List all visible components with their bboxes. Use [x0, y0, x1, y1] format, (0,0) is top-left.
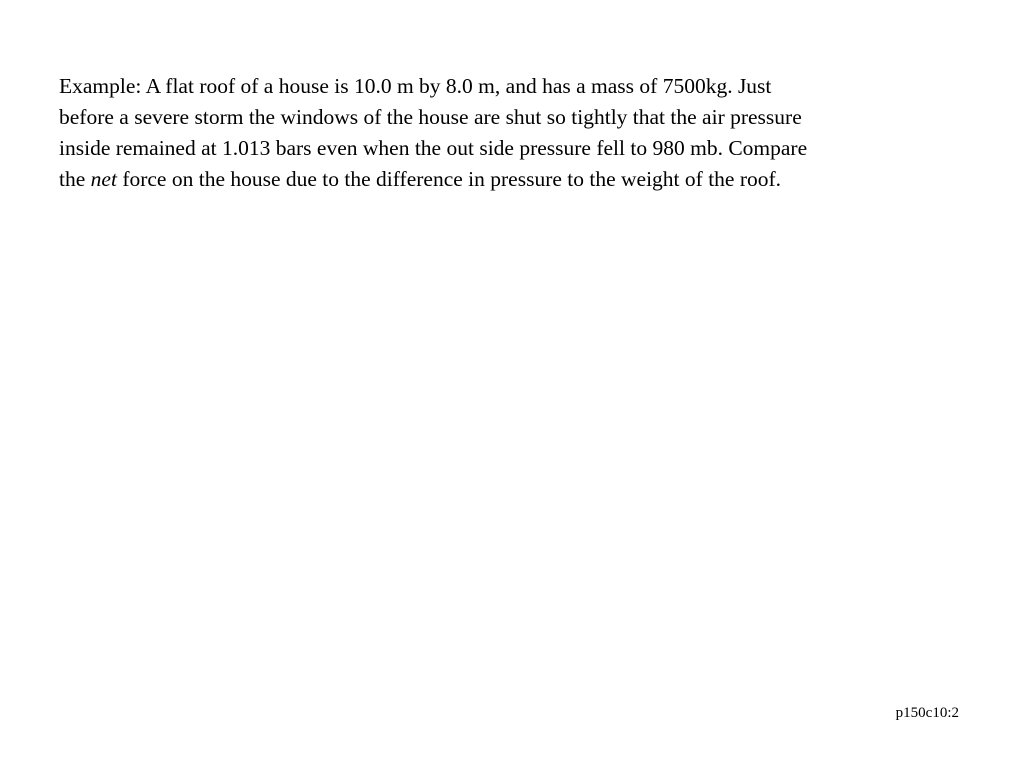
net-emphasis: net — [90, 167, 117, 191]
example-problem-text — [59, 71, 969, 195]
page-identifier: p150c10:2 — [895, 705, 959, 721]
problem-line-4-prefix: the — [59, 167, 91, 191]
problem-line-2: before a severe storm the windows of the house are shut so tightly that the air pressure — [59, 105, 802, 129]
problem-line-1: Example: A flat roof of a house is 10.0 m by 8.0 m, and has a mass of 7500kg. Just — [59, 74, 772, 98]
problem-line-4 — [59, 164, 969, 195]
problem-line-4-suffix: force on the house due to the difference in pressure to the weight of the roof. — [116, 167, 782, 191]
problem-line-3: inside remained at 1.013 bars even when the out side pressure fell to 980 mb. Compare — [59, 136, 808, 160]
